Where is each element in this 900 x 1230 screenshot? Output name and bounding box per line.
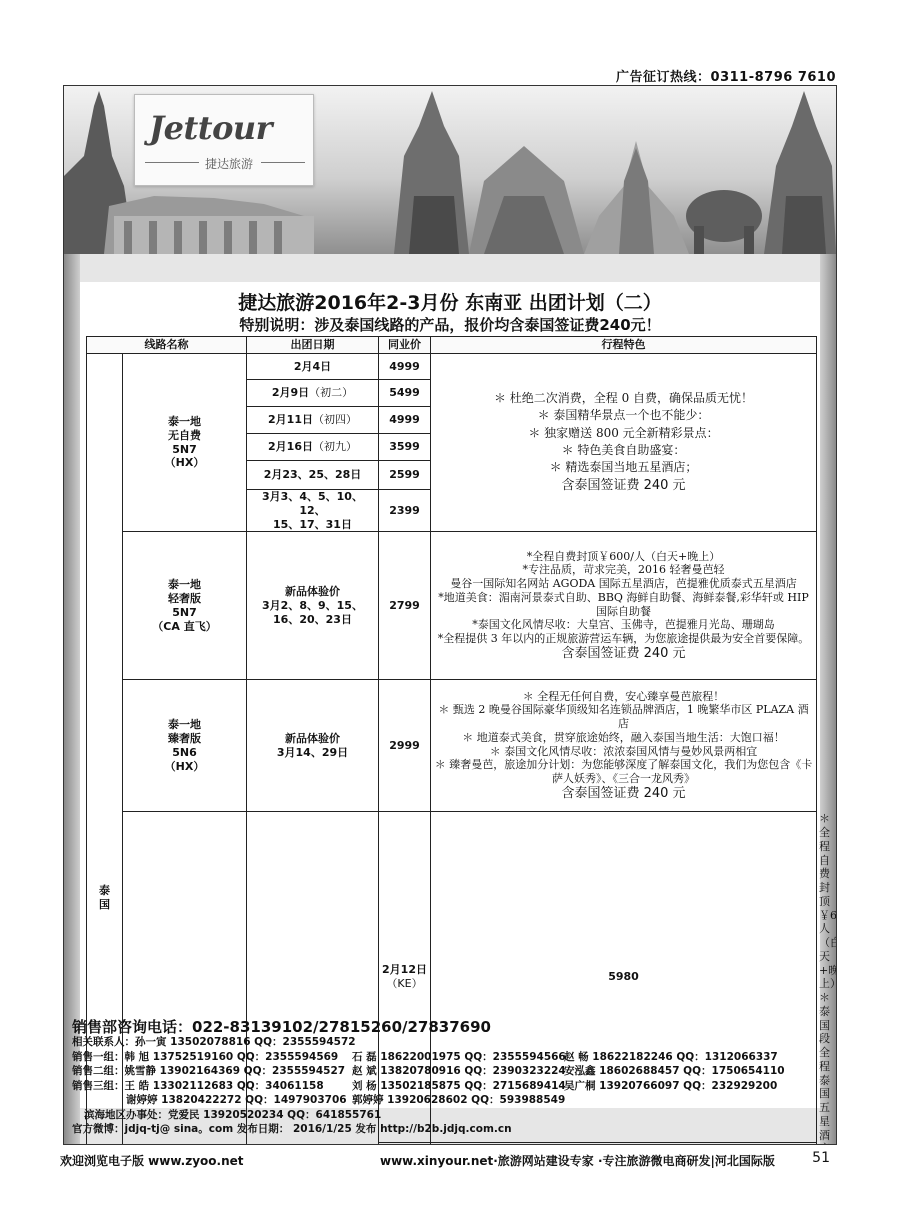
price: 4999 (379, 354, 431, 380)
sales-phone: 销售部咨询电话：022-83139102/27815260/27837690 (72, 1018, 491, 1036)
departure-date: 3月3、4、5、10、12、 15、17、31日 (247, 490, 379, 532)
page-frame (63, 85, 837, 1145)
departure-date: 2月4日 (247, 354, 379, 380)
left-decor (64, 254, 80, 1144)
price: 5499 (379, 380, 431, 407)
table-row (87, 680, 817, 812)
contact-row: 销售一组：韩 旭 13752519160 QQ：2355594569 石 磊 18622001975 QQ：2355594566 赵 畅 18622182246 QQ：1312066337 (72, 1050, 778, 1063)
logo-brand: Jettour (149, 109, 273, 147)
logo-subtitle: 捷达旅游 (205, 157, 254, 171)
departure-date: 2月16日（初九） (247, 434, 379, 461)
route-name: 泰一地 臻奢版 5N6 （HX） (123, 680, 247, 812)
region-thailand: 泰 国 (87, 354, 123, 1146)
departure-date: 2月11日（初四） (247, 407, 379, 434)
departure-date: 2月23、25、28日 (247, 461, 379, 490)
contact-section (72, 1016, 792, 1136)
route-name: 泰一地 无自费 5N7 （HX） (123, 354, 247, 532)
price: 2399 (379, 490, 431, 532)
contact-row: 销售三组：王 皓 13302112683 QQ：34061158 刘 杨 13502185875 QQ：2715689414 吴广桐 13920766097 QQ：232929200 (72, 1079, 778, 1092)
page-number: 51 (812, 1150, 830, 1166)
header-date: 出团日期 (247, 337, 379, 354)
header-price: 同业价 (379, 337, 431, 354)
price: 2999 (379, 680, 431, 812)
price (431, 1142, 817, 1145)
route-features: ＊ 全程无任何自费，安心臻享曼芭旅程！ ＊ 甄选 2 晚曼谷国际豪华顶级知名连锁品牌酒店，1 晚繁华市区 PLAZA 酒店 ＊ 地道泰式美食，贯穿旅途始终，融入泰国当地生活：大饱口福！ ＊ 泰国文化风情尽收：浓浓泰国风情与曼妙风景两相宜 ＊ 臻奢曼芭，旅途加分计划：为您能够深度了解泰国文化，我们为您包含《卡萨人妖秀》、《三合一龙风秀》 含泰国签证费 240 元 (431, 680, 817, 812)
header-route: 线路名称 (87, 337, 247, 354)
footer-right-link[interactable]: www.xinyour.net·旅游网站建设专家 ·专注旅游微电商研发|河北国际版 (380, 1154, 775, 1168)
plan-content (80, 282, 820, 1108)
price: 2599 (379, 461, 431, 490)
departure-date: 新品体验价 3月2、8、9、15、 16、20、23日 (247, 532, 379, 680)
departure-date (379, 1142, 431, 1145)
binhai-office: 滨海地区办事处：党爱民 13920520234 QQ：641855761 (84, 1108, 382, 1121)
price: 5980 (431, 812, 817, 1142)
related-contact: 相关联系人：孙一寅 13502078816 QQ：2355594572 (72, 1036, 356, 1048)
special-note: 特别说明：涉及泰国线路的产品，报价均含泰国签证费240元！ (239, 316, 661, 334)
table-header-row (87, 337, 817, 354)
departure-date: 新品体验价 3月14、29日 (247, 680, 379, 812)
official-weibo: 官方微博：jdjq-tj@ sina。com 发布日期： 2016/1/25 发布 http://b2b.jdjq.com.cn (72, 1123, 512, 1135)
route-features: *全程自费封顶￥600/人（白天+晚上） *专注品质，苛求完美，2016 轻奢曼芭轻 曼谷一国际知名网站 AGODA 国际五星酒店，芭提雅优质泰式五星酒店 *地道美食：湄南河景泰式自助、BBQ 海鲜自助餐、海鲜泰餐,彩华轩或 HIP 国际自助餐 *泰国文化风情尽收：大皇宫、玉佛寺，芭提雅月光岛、珊瑚岛 *全程提供 3 年以内的正规旅游营运车辆，为您旅途提供最为安全首要保障。 含泰国签证费 240 元 (431, 532, 817, 680)
jettour-logo (134, 94, 314, 186)
price: 3599 (379, 434, 431, 461)
contact-row: 销售二组：姚雪静 13902164369 QQ：2355594527 赵 斌 13820780916 QQ：2390323224 安泓鑫 18602688457 QQ：1750654110 (72, 1065, 785, 1077)
price: 2799 (379, 532, 431, 680)
table-row (87, 354, 817, 380)
route-features: ＊ 杜绝二次消费，全程 0 自费，确保品质无忧！ ＊ 泰国精华景点一个也不能少： ＊ 独家赠送 800 元全新精彩景点： ＊ 特色美食自助盛宴： ＊ 精选泰国当地五星酒店； 含泰国签证费 240 元 (431, 354, 817, 532)
page-title: 捷达旅游2016年2-3月份 东南亚 出团计划（二） (238, 292, 662, 314)
departure-date: 2月12日 （KE） (379, 812, 431, 1142)
ad-hotline: 广告征订热线：0311-8796 7610 (616, 70, 836, 85)
footer-left-link[interactable]: 欢迎浏览电子版 www.zyoo.net (60, 1154, 244, 1168)
price: 4999 (379, 407, 431, 434)
departure-date: 2月9日（初二） (247, 380, 379, 407)
table-row (87, 532, 817, 680)
header-feature: 行程特色 (431, 337, 817, 354)
temple-banner (64, 86, 836, 254)
route-name: 泰一地 轻奢版 5N7 （CA 直飞） (123, 532, 247, 680)
contact-row: 谢婷婷 13820422272 QQ：1497903706 郭婷婷 13920628602 QQ：593988549 (126, 1094, 566, 1106)
